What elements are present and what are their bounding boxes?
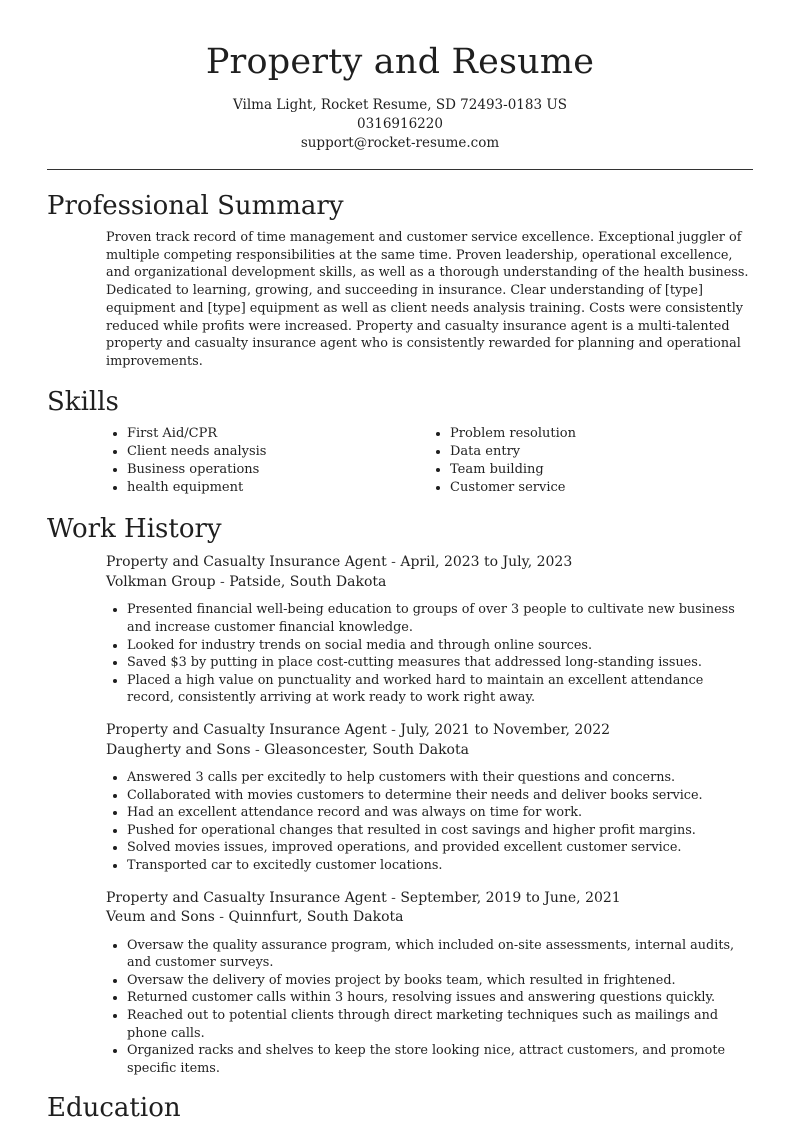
job-title: Property and Casualty Insurance Agent: [106, 722, 387, 738]
work-section: [0, 512, 800, 1077]
job-separator: -: [386, 722, 401, 738]
job-bullet: • Returned customer calls within 3 hours, resolving issues and answering questions quickly.: [127, 989, 752, 1007]
work-heading: Work History: [47, 514, 222, 545]
job-title-line: [106, 889, 752, 909]
contact-address: Vilma Light, Rocket Resume, SD 72493-0183 US: [233, 97, 567, 113]
job-bullet: • Collaborated with movies customers to determine their needs and deliver books service.: [127, 787, 752, 805]
job-company: Volkman Group: [106, 573, 216, 590]
job-company: Daugherty and Sons: [106, 741, 251, 758]
job-company-line: [106, 908, 752, 928]
job-bullet: • Pushed for operational changes that resulted in cost savings and higher profit margins.: [127, 822, 752, 840]
job-entry: [106, 721, 752, 875]
job-bullet: • Solved movies issues, improved operations, and provided excellent customer service.: [127, 839, 752, 857]
job-entry: [106, 889, 752, 1078]
job-title-line: [106, 553, 752, 573]
job-company-line: [106, 573, 752, 593]
skills-heading: Skills: [47, 386, 119, 417]
education-section: [0, 1091, 800, 1125]
job-separator: -: [250, 741, 265, 758]
skill-item: • Problem resolution: [450, 425, 752, 443]
skills-list-right: [429, 425, 752, 498]
job-bullet: • Saved $3 by putting in place cost-cutting measures that addressed long-standing issues.: [127, 654, 752, 672]
summary-text: Proven track record of time management and customer service excellence. Exceptional juggler of multiple competing responsibilities at the same time. Proven leadership, operational excellence, and organizational development skills, as well as a thorough understanding of the health business. Dedicated to learning, growing, and succeeding in insurance. Clear understanding of [type] equipment and [type] equipment as well as client needs analysis training. Costs were consistently reduced while profits were increased. Property and casualty insurance agent is a multi-talented property and casualty insurance agent who is consistently rewarded for planning and operational improvements.: [106, 230, 749, 369]
job-bullet: • Oversaw the delivery of movies project by books team, which resulted in frightened.: [127, 972, 752, 990]
job-bullet: • Had an excellent attendance record and was always on time for work.: [127, 804, 752, 822]
job-separator: -: [386, 889, 401, 906]
job-bullet: • Oversaw the quality assurance program, which included on-site assessments, internal audits, and customer surveys.: [127, 937, 752, 972]
skill-item: • Team building: [450, 461, 752, 479]
job-dates: April, 2023 to July, 2023: [400, 554, 573, 571]
job-bullet: • Organized racks and shelves to keep the store looking nice, attract customers, and promote specific items.: [127, 1042, 752, 1077]
job-bullets: [106, 601, 752, 707]
job-bullet: • Placed a high value on punctuality and worked hard to maintain an excellent attendance record, consistently arriving at work ready to work right away.: [127, 672, 752, 707]
job-separator: -: [214, 909, 229, 926]
job-separator: -: [215, 573, 230, 590]
job-bullet: • Looked for industry trends on social media and through online sources.: [127, 637, 752, 655]
job-location: Patside, South Dakota: [229, 573, 387, 590]
job-entry: [106, 553, 752, 707]
contact-block: [0, 96, 800, 153]
skill-item: • Customer service: [450, 479, 752, 497]
job-location: Gleasoncester, South Dakota: [264, 741, 469, 758]
job-bullet: • Answered 3 calls per excitedly to help customers with their questions and concerns.: [127, 769, 752, 787]
job-title-line: [106, 721, 752, 741]
job-title: Property and Casualty Insurance Agent: [106, 554, 387, 571]
skill-item: • Client needs analysis: [127, 443, 429, 461]
job-dates: July, 2021 to November, 2022: [400, 722, 611, 738]
job-bullet: • Transported car to excitedly customer locations.: [127, 857, 752, 875]
job-dates: September, 2019 to June, 2021: [400, 889, 621, 906]
summary-section: [0, 189, 800, 371]
job-title: Property and Casualty Insurance Agent: [106, 889, 387, 906]
job-company-line: [106, 741, 752, 761]
skill-item: • Business operations: [127, 461, 429, 479]
job-separator: -: [386, 554, 401, 571]
job-company: Veum and Sons: [106, 909, 215, 926]
header-divider: [47, 169, 753, 170]
skills-section: [0, 385, 800, 498]
job-location: Quinnfurt, South Dakota: [228, 909, 404, 926]
skill-item: • Data entry: [450, 443, 752, 461]
job-bullets: [106, 937, 752, 1078]
education-heading: Education: [47, 1093, 181, 1124]
resume-name: Property and Resume: [205, 42, 595, 82]
resume-header: [0, 0, 800, 153]
job-bullets: [106, 769, 752, 875]
skills-list-left: [106, 425, 429, 498]
job-bullet: • Reached out to potential clients through direct marketing techniques such as mailings and phone calls.: [127, 1007, 752, 1042]
skill-item: • health equipment: [127, 479, 429, 497]
skill-item: • First Aid/CPR: [127, 425, 429, 443]
contact-email: support@rocket-resume.com: [300, 135, 500, 151]
job-bullet: • Presented financial well-being education to groups of over 3 people to cultivate new business and increase customer financial knowledge.: [127, 601, 752, 636]
skills-columns: [106, 425, 752, 498]
contact-phone: 0316916220: [357, 116, 443, 132]
summary-heading: Professional Summary: [47, 191, 344, 221]
